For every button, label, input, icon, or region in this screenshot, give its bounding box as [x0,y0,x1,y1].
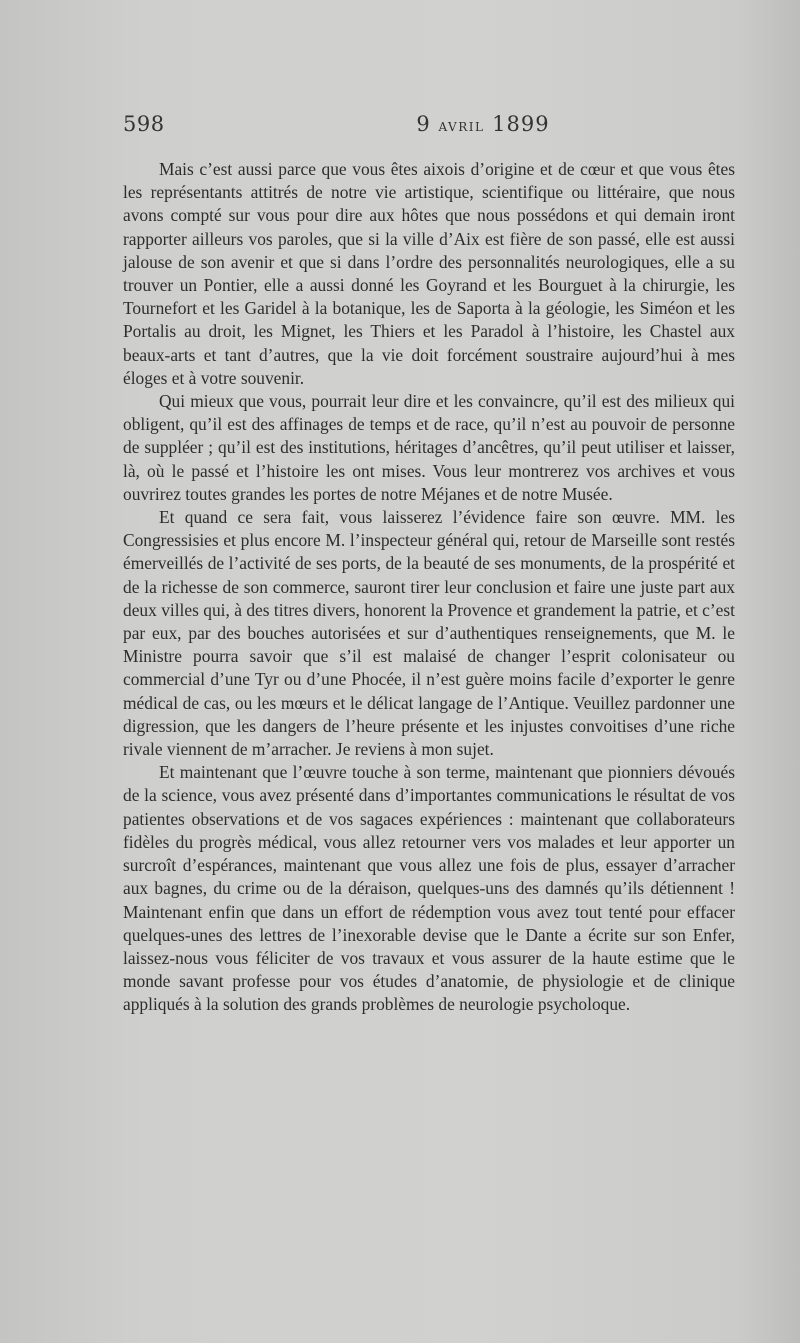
date-month: avril [438,116,485,136]
body-text [123,158,735,1017]
running-date [416,112,549,136]
running-header [123,112,735,146]
paragraph: Mais c’est aussi parce que vous êtes aixois d’origine et de cœur et que vous êtes les représentants attitrés de notre vie artistique, scientifique ou littéraire, que nous avons compté sur vous pour dire aux hôtes que nous possédons et qui demain iront rapporter ailleurs vos paroles, que si la ville d’Aix est fière de son passé, elle est aussi jalouse de son avenir et que si dans l’ordre des personnalités neurologiques, elle a su trouver un Pontier, elle a aussi donné les Goyrand et les Bourguet à la chirurgie, les Tournefort et les Garidel à la botanique, les de Saporta à la géologie, les Siméon et les Portalis au droit, les Mignet, les Thiers et les Paradol à l’histoire, les Chastel aux beaux-arts et tant d’autres, que la vie doit forcément soustraire aujourd’hui à mes éloges et à votre souvenir. [123,159,735,388]
paragraph: Et maintenant que l’œuvre touche à son terme, maintenant que pionniers dévoués de la science, vous avez présenté dans d’importantes communications le résultat de vos patientes observations et de vos sagaces expériences : maintenant que collaborateurs fidèles du progrès médical, vous allez retourner vers vos malades et leur apporter un surcroît d’espérances, maintenant que vous allez une fois de plus, essayer d’arracher aux bagnes, du crime ou de la déraison, quelques-uns des damnés qu’ils détiennent ! Maintenant enfin que dans un effort de rédemption vous avez tout tenté pour effacer quelques-unes des lettres de l’inexorable devise que le Dante a écrite sur son Enfer, laissez-nous vous féliciter de vos travaux et vous assurer de la haute estime que le monde savant professe pour vos études d’anatomie, de physiologie et de clinique appliqués à la solution des grands problèmes de neurologie psycholoque. [123,762,735,1015]
date-day: 9 [416,112,431,136]
page-number: 598 [123,112,165,136]
paragraph: Qui mieux que vous, pourrait leur dire et les convaincre, qu’il est des milieux qui obligent, qu’il est des affinages de temps et de race, qu’il n’est au pouvoir de personne de suppléer ; qu’il est des institutions, héritages d’ancêtres, qu’il peut utiliser et laisser, là, où le passé et l’histoire les ont mises. Vous leur montrerez vos archives et vous ouvrirez toutes grandes les portes de notre Méjanes et de notre Musée. [123,391,735,504]
paragraph: Et quand ce sera fait, vous laisserez l’évidence faire son œuvre. MM. les Congressisies et plus encore M. l’inspecteur général qui, retour de Marseille sont restés émerveillés de l’activité de ses ports, de la beauté de ses monuments, de la prospérité et de la richesse de son commerce, sauront tirer leur conclusion et faire une juste part aux deux villes qui, à des titres divers, honorent la Provence et grandement la patrie, et c’est par eux, par des bouches autorisées et sur d’authentiques renseignements, que M. le Ministre pourra savoir que s’il est malaisé de changer l’esprit colonisateur ou commercial d’une Tyr ou d’une Phocée, il n’est guère moins facile d’exporter le genre médical de cas, ou les mœurs et le délicat langage de l’Antique. Veuillez pardonner une digression, que les dangers de l’heure présente et les injustes convoitises d’une riche rivale viennent de m’arracher. Je reviens à mon sujet. [123,507,735,760]
date-year: 1899 [492,112,550,136]
